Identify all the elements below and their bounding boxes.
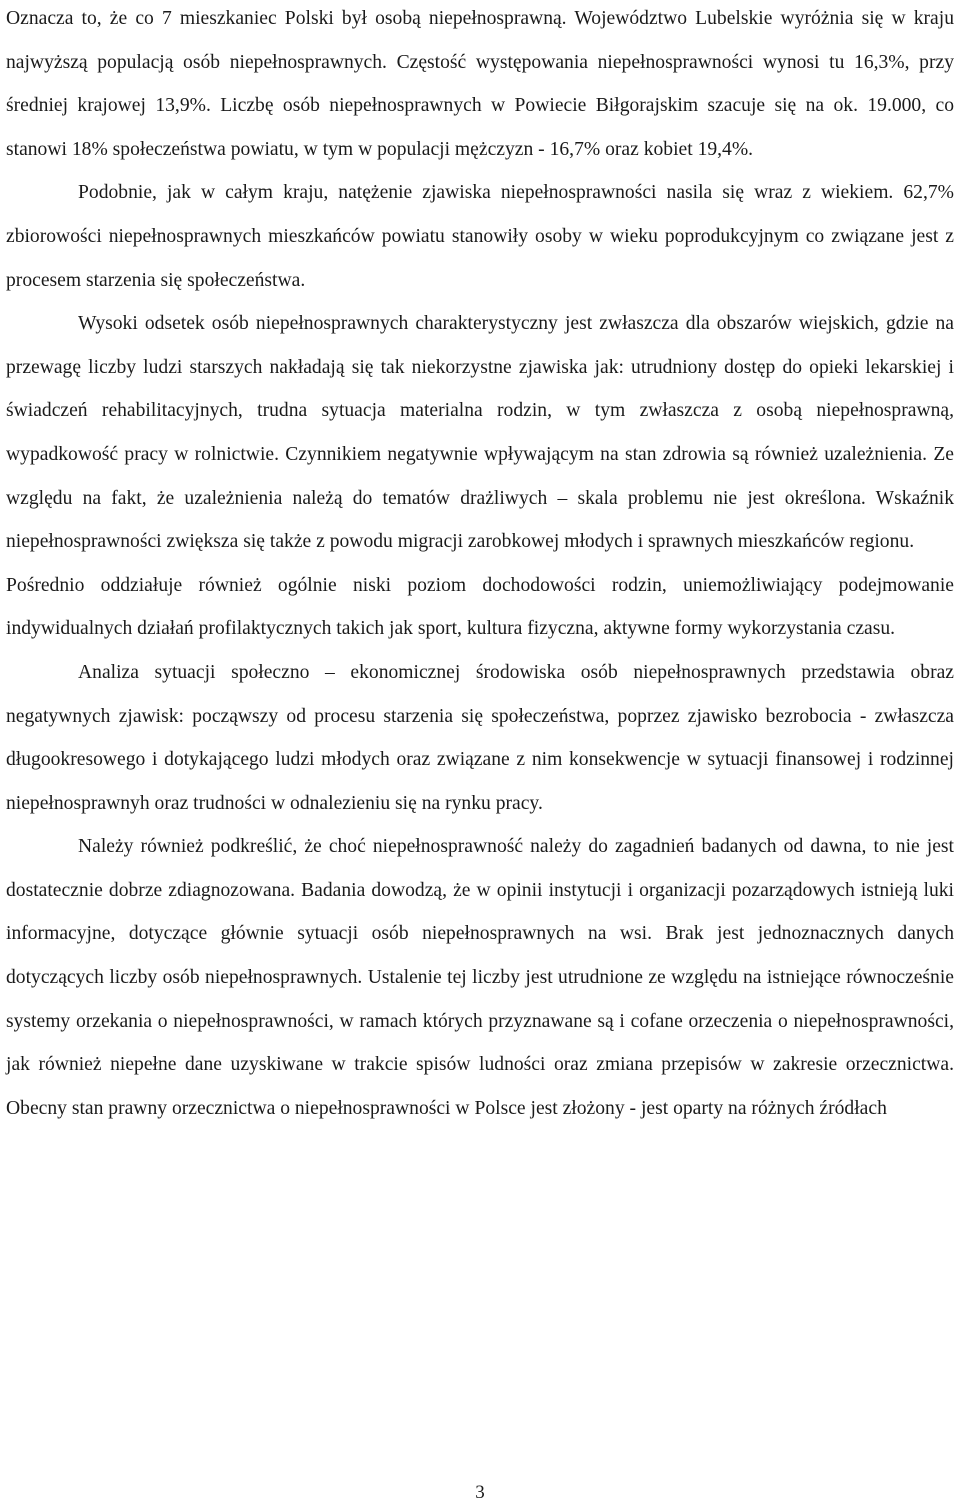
paragraph-6: Należy również podkreślić, że choć niepełnosprawność należy do zagadnień badanych od dawna, to nie jest dostatecznie dobrze zdiagnozowana. Badania dowodzą, że w opinii instytucji i organizacji pozarządowych istnieją luki informacyjne, dotyczące głównie sytuacji osób niepełnosprawnych na wsi. Brak jest jednoznacznych danych dotyczących liczby osób niepełnosprawnych. Ustalenie tej liczby jest utrudnione ze względu na istniejące równocześnie systemy orzekania o niepełnosprawności, w ramach których przyznawane są i cofane orzeczenia o niepełnosprawności, jak również niepełne dane uzyskiwane w trakcie spisów ludności oraz zmiana przepisów w zakresie orzecznictwa. Obecny stan prawny orzecznictwa o niepełnosprawności w Polsce jest złożony - jest oparty na różnych źródłach bbox=[6, 836, 954, 1119]
page-number: 3 bbox=[475, 1482, 485, 1503]
paragraph-2: Podobnie, jak w całym kraju, natężenie zjawiska niepełnosprawności nasila się wraz z wiekiem. 62,7% zbiorowości niepełnosprawnych mieszkańców powiatu stanowiły osoby w wieku poprodukcyjnym co związane jest z procesem starzenia się społeczeństwa. bbox=[6, 182, 954, 291]
paragraph-1: Oznacza to, że co 7 mieszkaniec Polski był osobą niepełnosprawną. Województwo Lubelskie wyróżnia się w kraju najwyższą populacją osób niepełnosprawnych. Częstość występowania niepełnosprawności wynosi tu 16,3%, przy średniej krajowej 13,9%. Liczbę osób niepełnosprawnych w Powiecie Biłgorajskim szacuje się na ok. 19.000, co stanowi 18% społeczeństwa powiatu, w tym w populacji mężczyzn - 16,7% oraz kobiet 19,4%. bbox=[6, 8, 954, 160]
paragraph-4: Pośrednio oddziałuje również ogólnie niski poziom dochodowości rodzin, uniemożliwiający podejmowanie indywidualnych działań profilaktycznych takich jak sport, kultura fizyczna, aktywne formy wykorzystania czasu. bbox=[6, 574, 954, 640]
paragraph-5: Analiza sytuacji społeczno – ekonomicznej środowiska osób niepełnosprawnych przedstawia obraz negatywnych zjawisk: począwszy od procesu starzenia się społeczeństwa, poprzez zjawisko bezrobocia - zwłaszcza długookresowego i dotykającego ludzi młodych oraz związane z nim konsekwencje w sytuacji finansowej i rodzinnej niepełnosprawnyh oraz trudności w odnalezieniu się na rynku pracy. bbox=[6, 661, 954, 814]
paragraph-3: Wysoki odsetek osób niepełnosprawnych charakterystyczny jest zwłaszcza dla obszarów wiejskich, gdzie na przewagę liczby ludzi starszych nakładają się tak niekorzystne zjawiska jak: utrudniony dostęp do opieki lekarskiej i świadczeń rehabilitacyjnych, trudna sytuacja materialna rodzin, w tym zwłaszcza z osobą niepełnosprawną, wypadkowość pracy w rolnictwie. Czynnikiem negatywnie wpływającym na stan zdrowia są również uzależnienia. Ze względu na fakt, że uzależnienia należą do tematów drażliwych – skala problemu nie jest określona. Wskaźnik niepełnosprawności zwiększa się także z powodu migracji zarobkowej młodych i sprawnych mieszkańców regionu. bbox=[6, 313, 954, 553]
document-page bbox=[6, 0, 954, 1509]
